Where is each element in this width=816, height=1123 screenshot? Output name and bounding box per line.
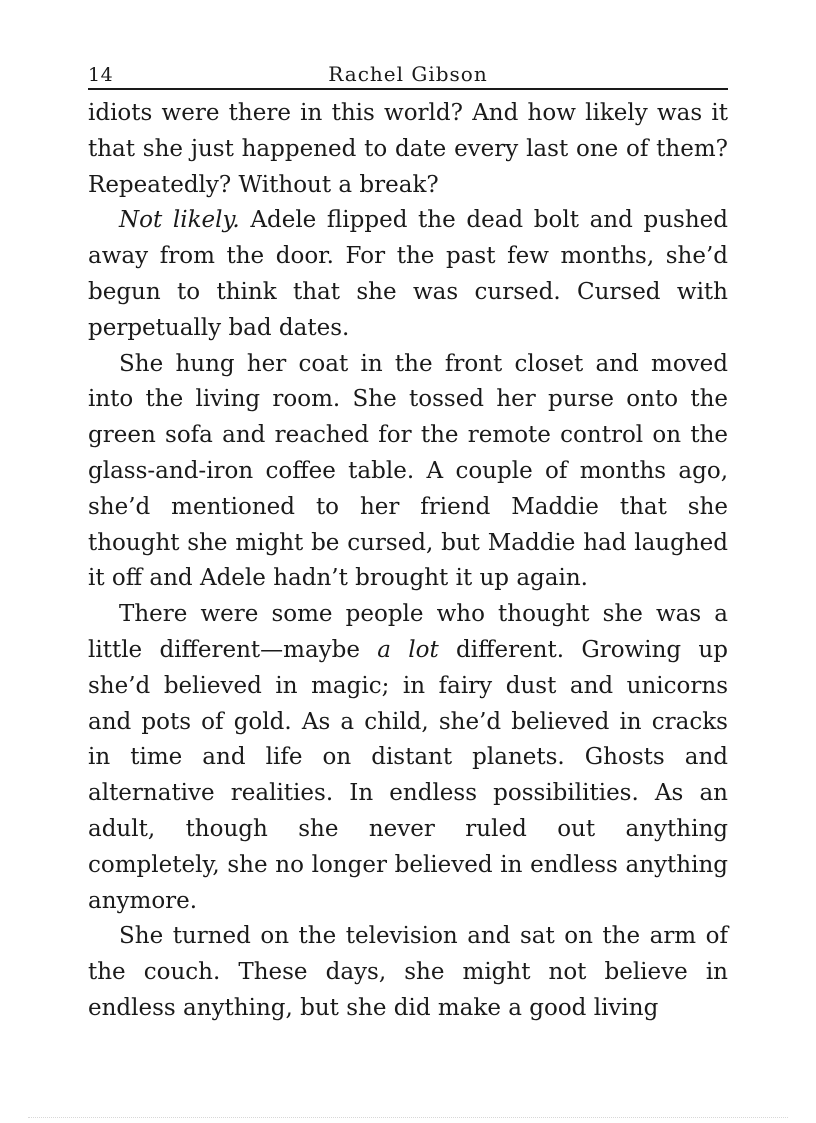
paragraph-text: There were some people who thought she was a little different—maybe xyxy=(88,601,728,663)
italic-text: a lot xyxy=(377,636,439,663)
paragraph-text: idiots were there in this world? And how likely was it that she just happened to date every last one of them? Repeatedly? Without a break? xyxy=(88,100,728,198)
footer-divider xyxy=(28,1117,788,1118)
running-head-author: Rachel Gibson xyxy=(328,62,488,86)
paragraph xyxy=(88,347,728,598)
paragraph-text: She turned on the television and sat on the arm of the couch. These days, she might not believe in endless anything, but she did make a good living xyxy=(88,923,728,1021)
paragraph xyxy=(88,96,728,203)
body-text xyxy=(88,96,728,1027)
paragraph-text: Adele flipped the dead bolt and pushed away from the door. For the past few months, she’d begun to think that she was cursed. Cursed with perpetually bad dates. xyxy=(88,207,728,341)
paragraph xyxy=(88,919,728,1026)
paragraph-text: She hung her coat in the front closet and moved into the living room. She tossed her purse onto the green sofa and reached for the remote control on the glass-and-iron coffee table. A couple of months ago, she’d mentioned to her friend Maddie that she thought she might be cursed, but Maddie had laughed it off and Adele hadn’t brought it up again. xyxy=(88,350,728,592)
book-page xyxy=(88,56,728,1027)
paragraph xyxy=(88,203,728,346)
paragraph xyxy=(88,597,728,919)
page-header xyxy=(88,56,728,90)
italic-text: Not likely. xyxy=(119,207,240,234)
paragraph-text: different. Growing up she’d believed in magic; in fairy dust and unicorns and pots of gold. As a child, she’d believed in cracks in time and life on distant planets. Ghosts and alternative realities. In endless possibilities. As an adult, though she never ruled out anything completely, she no longer believed in endless anything anymore. xyxy=(88,636,728,914)
page-number: 14 xyxy=(88,64,114,86)
